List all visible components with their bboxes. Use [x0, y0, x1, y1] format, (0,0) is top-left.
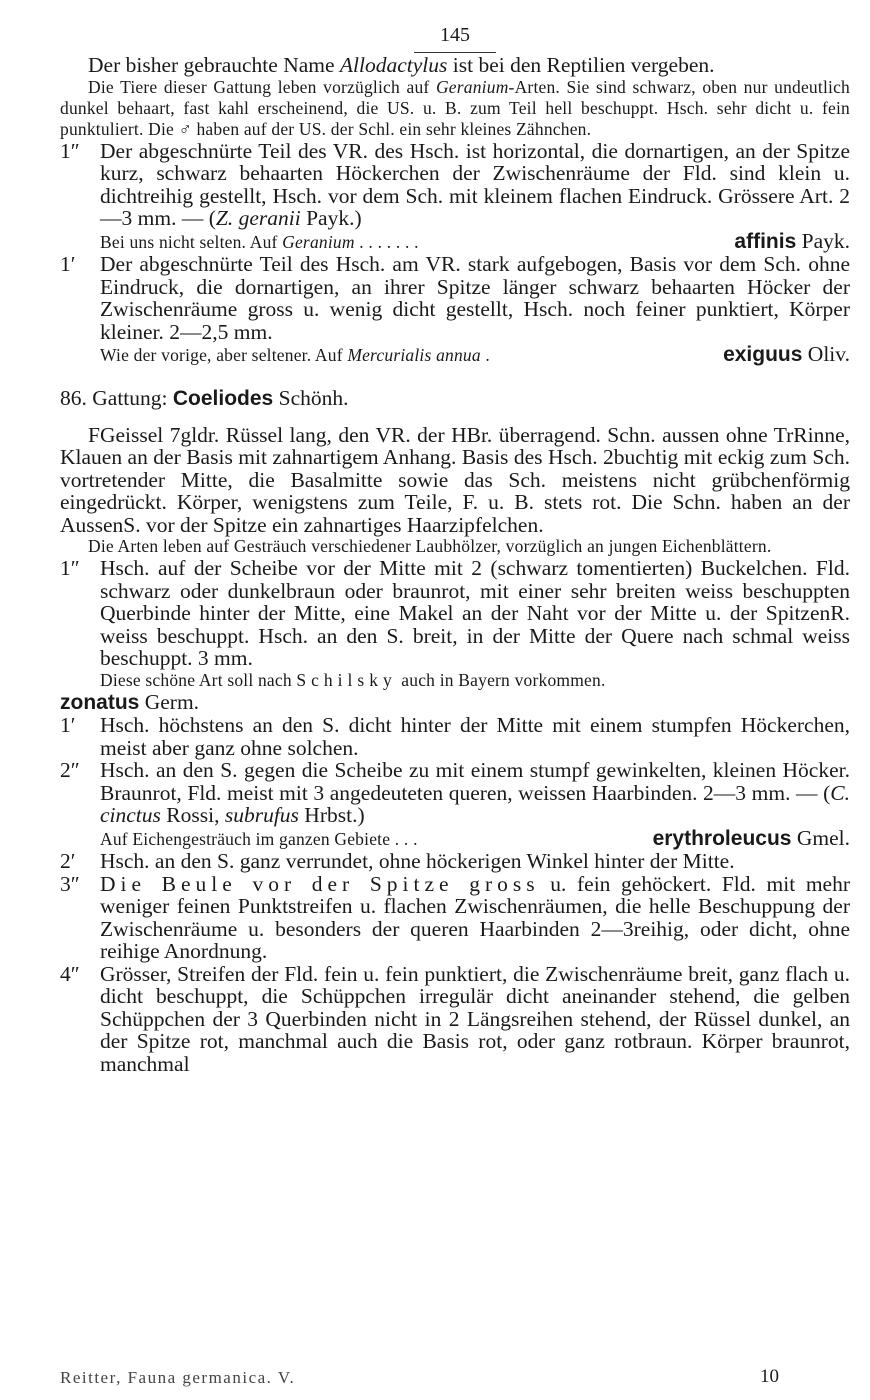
- intro-paragraph: Der bisher gebrauchte Name Allodactylus ist bei den Reptilien vergeben.: [88, 53, 715, 77]
- document-page: [60, 20, 850, 1075]
- species-name: erythroleucus: [652, 826, 792, 850]
- species-line: Bei uns nicht selten. Auf Geranium . . . . . . . affinis Payk.: [100, 228, 850, 253]
- page-number: 145: [60, 20, 850, 54]
- genus-description: FGeissel 7gldr. Rüssel lang, den VR. der HBr. überragend. Schn. aussen ohne TrRinne, Klauen an der Basis mit zahnartigem Anhang. Basis des Hsch. 2buchtig mit eckig zum Sch. vortretender Mitte, die Basalmitte sowie das Sch. meistens nicht grübchenförmig eingedrückt. Körper, wenigstens zum Teile, F. u. B. stets rot. Die Schn. haben an der AussenS. vor der Spitze ein zahnartiges Haarzipfelchen.: [60, 422, 850, 537]
- page-footer: [60, 1368, 850, 1388]
- key-couplet: 2′ Hsch. an den S. ganz verrundet, ohne höckerigen Winkel hinter der Mitte.: [60, 849, 735, 873]
- species-name: zonatus: [60, 690, 140, 714]
- species-name: affinis: [734, 229, 797, 253]
- key-couplet: 4″ Grösser, Streifen der Fld. fein u. fein punktiert, die Zwischenräume breit, ganz flach u. dicht beschuppt, die Schüppchen irregulär dicht aneinander stehend, die gelben Schüppchen der 3 Querbinden nicht in 2 Längsreihen stehend, der Rüssel dunkel, an der Spitze rot, manchmal auch die Basis rot, oder ganz rotbraun. Körper braunrot, manchmal: [60, 961, 850, 1076]
- key-couplet: 3″ Die Beule vor der Spitze gross u. fein gehöckert. Fld. mit mehr weniger feinen Punktstreifen u. flachen Zwischenräumen, die helle Beschuppung der Zwischenräume u. besonders der queren Haarbinden 2—3reihig, oder dicht, ohne reihige Anordnung.: [60, 871, 850, 963]
- key-couplet: 1′ Der abgeschnürte Teil des Hsch. am VR. stark aufgebogen, Basis vor dem Sch. ohne Eindruck, die dornartigen, an ihrer Spitze länger schwarz behaarten Höcker der Zwischenräume gross u. wenig dicht gestellt, Hsch. noch feiner punktiert, Körper kleiner. 2—2,5 mm.: [60, 252, 850, 344]
- key-note: Diese schöne Art soll nach Schilsky auch in Bayern vorkommen.: [100, 669, 606, 690]
- key-couplet: 1″ Der abgeschnürte Teil des VR. des Hsch. ist horizontal, die dornartigen, an der Spitze kurz, schwarz behaarten Höckerchen der Zwischenräume der Fld. sind klein u. dichtreihig gestellt, Hsch. vor dem Sch. mit kleinem flachen Eindruck. Grössere Art. 2—3 mm. — (Z. geranii Payk.): [60, 138, 850, 230]
- key-couplet: 1′ Hsch. höchstens an den S. dicht hinter der Mitte mit einem stumpfen Höckerchen, meist aber ganz ohne solchen.: [60, 713, 850, 760]
- key-couplet: 1″ Hsch. auf der Scheibe vor der Mitte mit 2 (schwarz tomentierten) Buckelchen. Fld. schwarz oder dunkelbraun oder braunrot, mit einer sehr breiten weiss beschuppten Querbinde hinter der Mitte, eine Makel an der Naht vor der Mitte u. der SpitzenR. weiss beschuppt. Hsch. an den S. breit, in der Mitte der Quere nach schmal weiss beschuppt. 3 mm.: [60, 556, 850, 670]
- key-couplet: 2″ Hsch. an den S. gegen die Scheibe zu mit einem stumpf gewinkelten, kleinen Höcker. Braunrot, Fld. meist mit 3 angedeuteten queren, weissen Haarbinden. 2—3 mm. — (C. cinctus Rossi, subrufus Hrbst.): [60, 758, 850, 827]
- sheet-signature: 10: [760, 1366, 779, 1387]
- genus-note: Die Arten leben auf Gesträuch verschiedener Laubhölzer, vorzüglich an jungen Eichenblättern.: [88, 536, 772, 556]
- intro-note: Die Tiere dieser Gattung leben vorzüglich auf Geranium-Arten. Sie sind schwarz, oben nur undeutlich dunkel behaart, fast kahl erscheinend, die US. u. B. zum Teil hell beschuppt. Hsch. sehr dicht u. fein punktuliert. Die ♂ haben auf der US. der Schl. ein sehr kleines Zähnchen.: [60, 76, 850, 139]
- species-name: exiguus: [723, 343, 803, 366]
- source-signature: Reitter, Fauna germanica. V.: [60, 1368, 296, 1387]
- species-line: zonatus Germ.: [60, 689, 200, 714]
- genus-heading: 86. Gattung: Coeliodes Schönh.: [60, 385, 349, 410]
- species-line: Auf Eichengesträuch im ganzen Gebiete . . . erythroleucus Gmel.: [100, 825, 850, 850]
- species-line: Wie der vorige, aber seltener. Auf Mercurialis annua . exiguus Oliv.: [100, 342, 850, 366]
